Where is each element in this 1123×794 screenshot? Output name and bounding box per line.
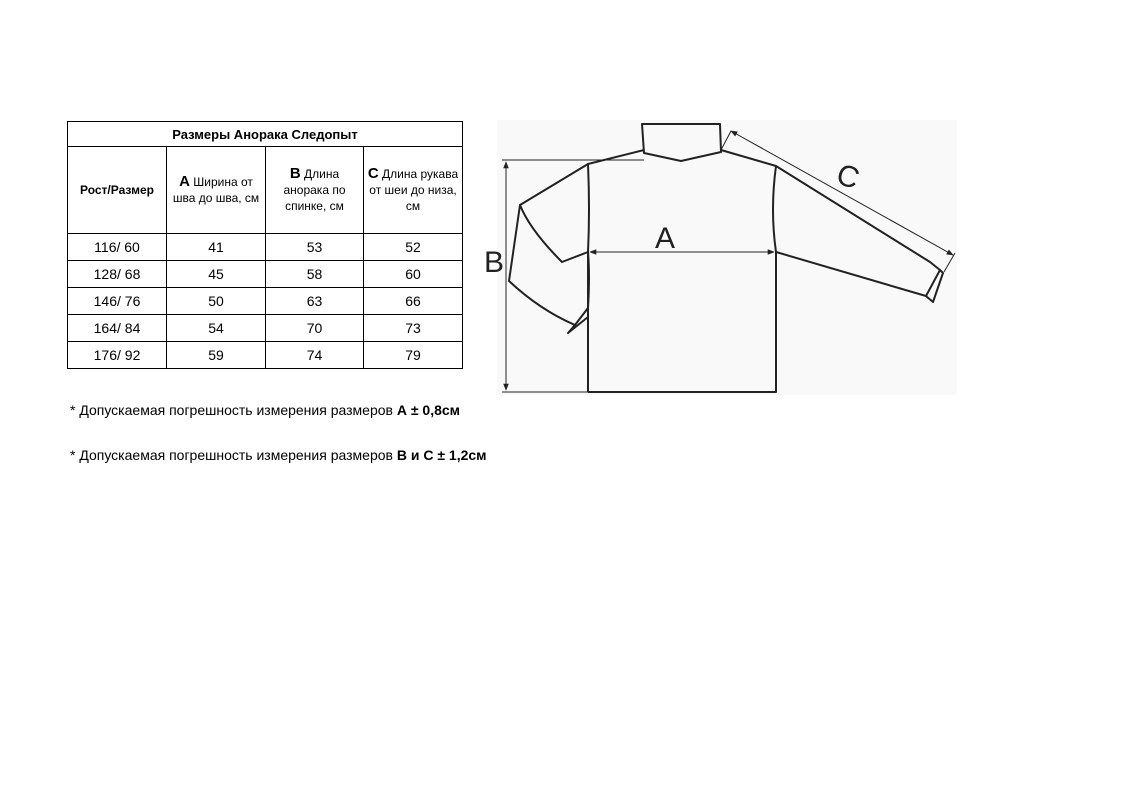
note-text: * Допускаемая погрешность измерения размеров	[70, 447, 397, 463]
tolerance-note-bc	[70, 447, 487, 463]
note-text: * Допускаемая погрешность измерения размеров	[70, 402, 397, 418]
header-c	[364, 147, 463, 234]
header-b	[266, 147, 364, 234]
cell-a: 54	[167, 315, 266, 342]
header-c-letter: С	[367, 165, 379, 182]
table-header-row	[68, 147, 463, 234]
note-value: А ± 0,8см	[396, 402, 461, 418]
cell-c: 73	[364, 315, 463, 342]
cell-a: 45	[167, 261, 266, 288]
cell-a: 59	[167, 342, 266, 369]
header-a-text: Ширина от шва до шва, см	[172, 175, 260, 205]
table-row	[68, 261, 463, 288]
header-b-letter: В	[289, 165, 301, 182]
cell-b: 63	[266, 288, 364, 315]
cell-b: 70	[266, 315, 364, 342]
cell-a: 50	[167, 288, 266, 315]
header-a-letter: А	[179, 173, 190, 190]
table-row	[68, 342, 463, 369]
cell-a: 41	[167, 234, 266, 261]
table-row	[68, 234, 463, 261]
tolerance-note-a	[70, 402, 460, 418]
cell-b: 53	[266, 234, 364, 261]
cell-size: 164/ 84	[68, 315, 167, 342]
size-table	[67, 121, 463, 369]
cell-size: 146/ 76	[68, 288, 167, 315]
label-a: A	[654, 222, 676, 255]
cell-c: 52	[364, 234, 463, 261]
cell-b: 74	[266, 342, 364, 369]
cell-size: 116/ 60	[68, 234, 167, 261]
label-b: B	[483, 246, 505, 279]
table-title: Размеры Анорака Следопыт	[68, 122, 463, 147]
cell-c: 60	[364, 261, 463, 288]
header-b-text: Длина анорака по спинке, см	[283, 167, 346, 213]
table-row	[68, 315, 463, 342]
cell-size: 128/ 68	[68, 261, 167, 288]
cell-c: 79	[364, 342, 463, 369]
diagram-background	[497, 120, 957, 395]
label-c: C	[832, 157, 864, 197]
cell-size: 176/ 92	[68, 342, 167, 369]
header-rost-size: Рост/Размер	[68, 147, 167, 234]
header-a	[167, 147, 266, 234]
table-row	[68, 288, 463, 315]
header-c-text: Длина рукава от шеи до низа, см	[369, 167, 459, 213]
cell-c: 66	[364, 288, 463, 315]
note-value: В и С ± 1,2см	[396, 447, 487, 463]
anorak-diagram	[480, 115, 960, 400]
cell-b: 58	[266, 261, 364, 288]
